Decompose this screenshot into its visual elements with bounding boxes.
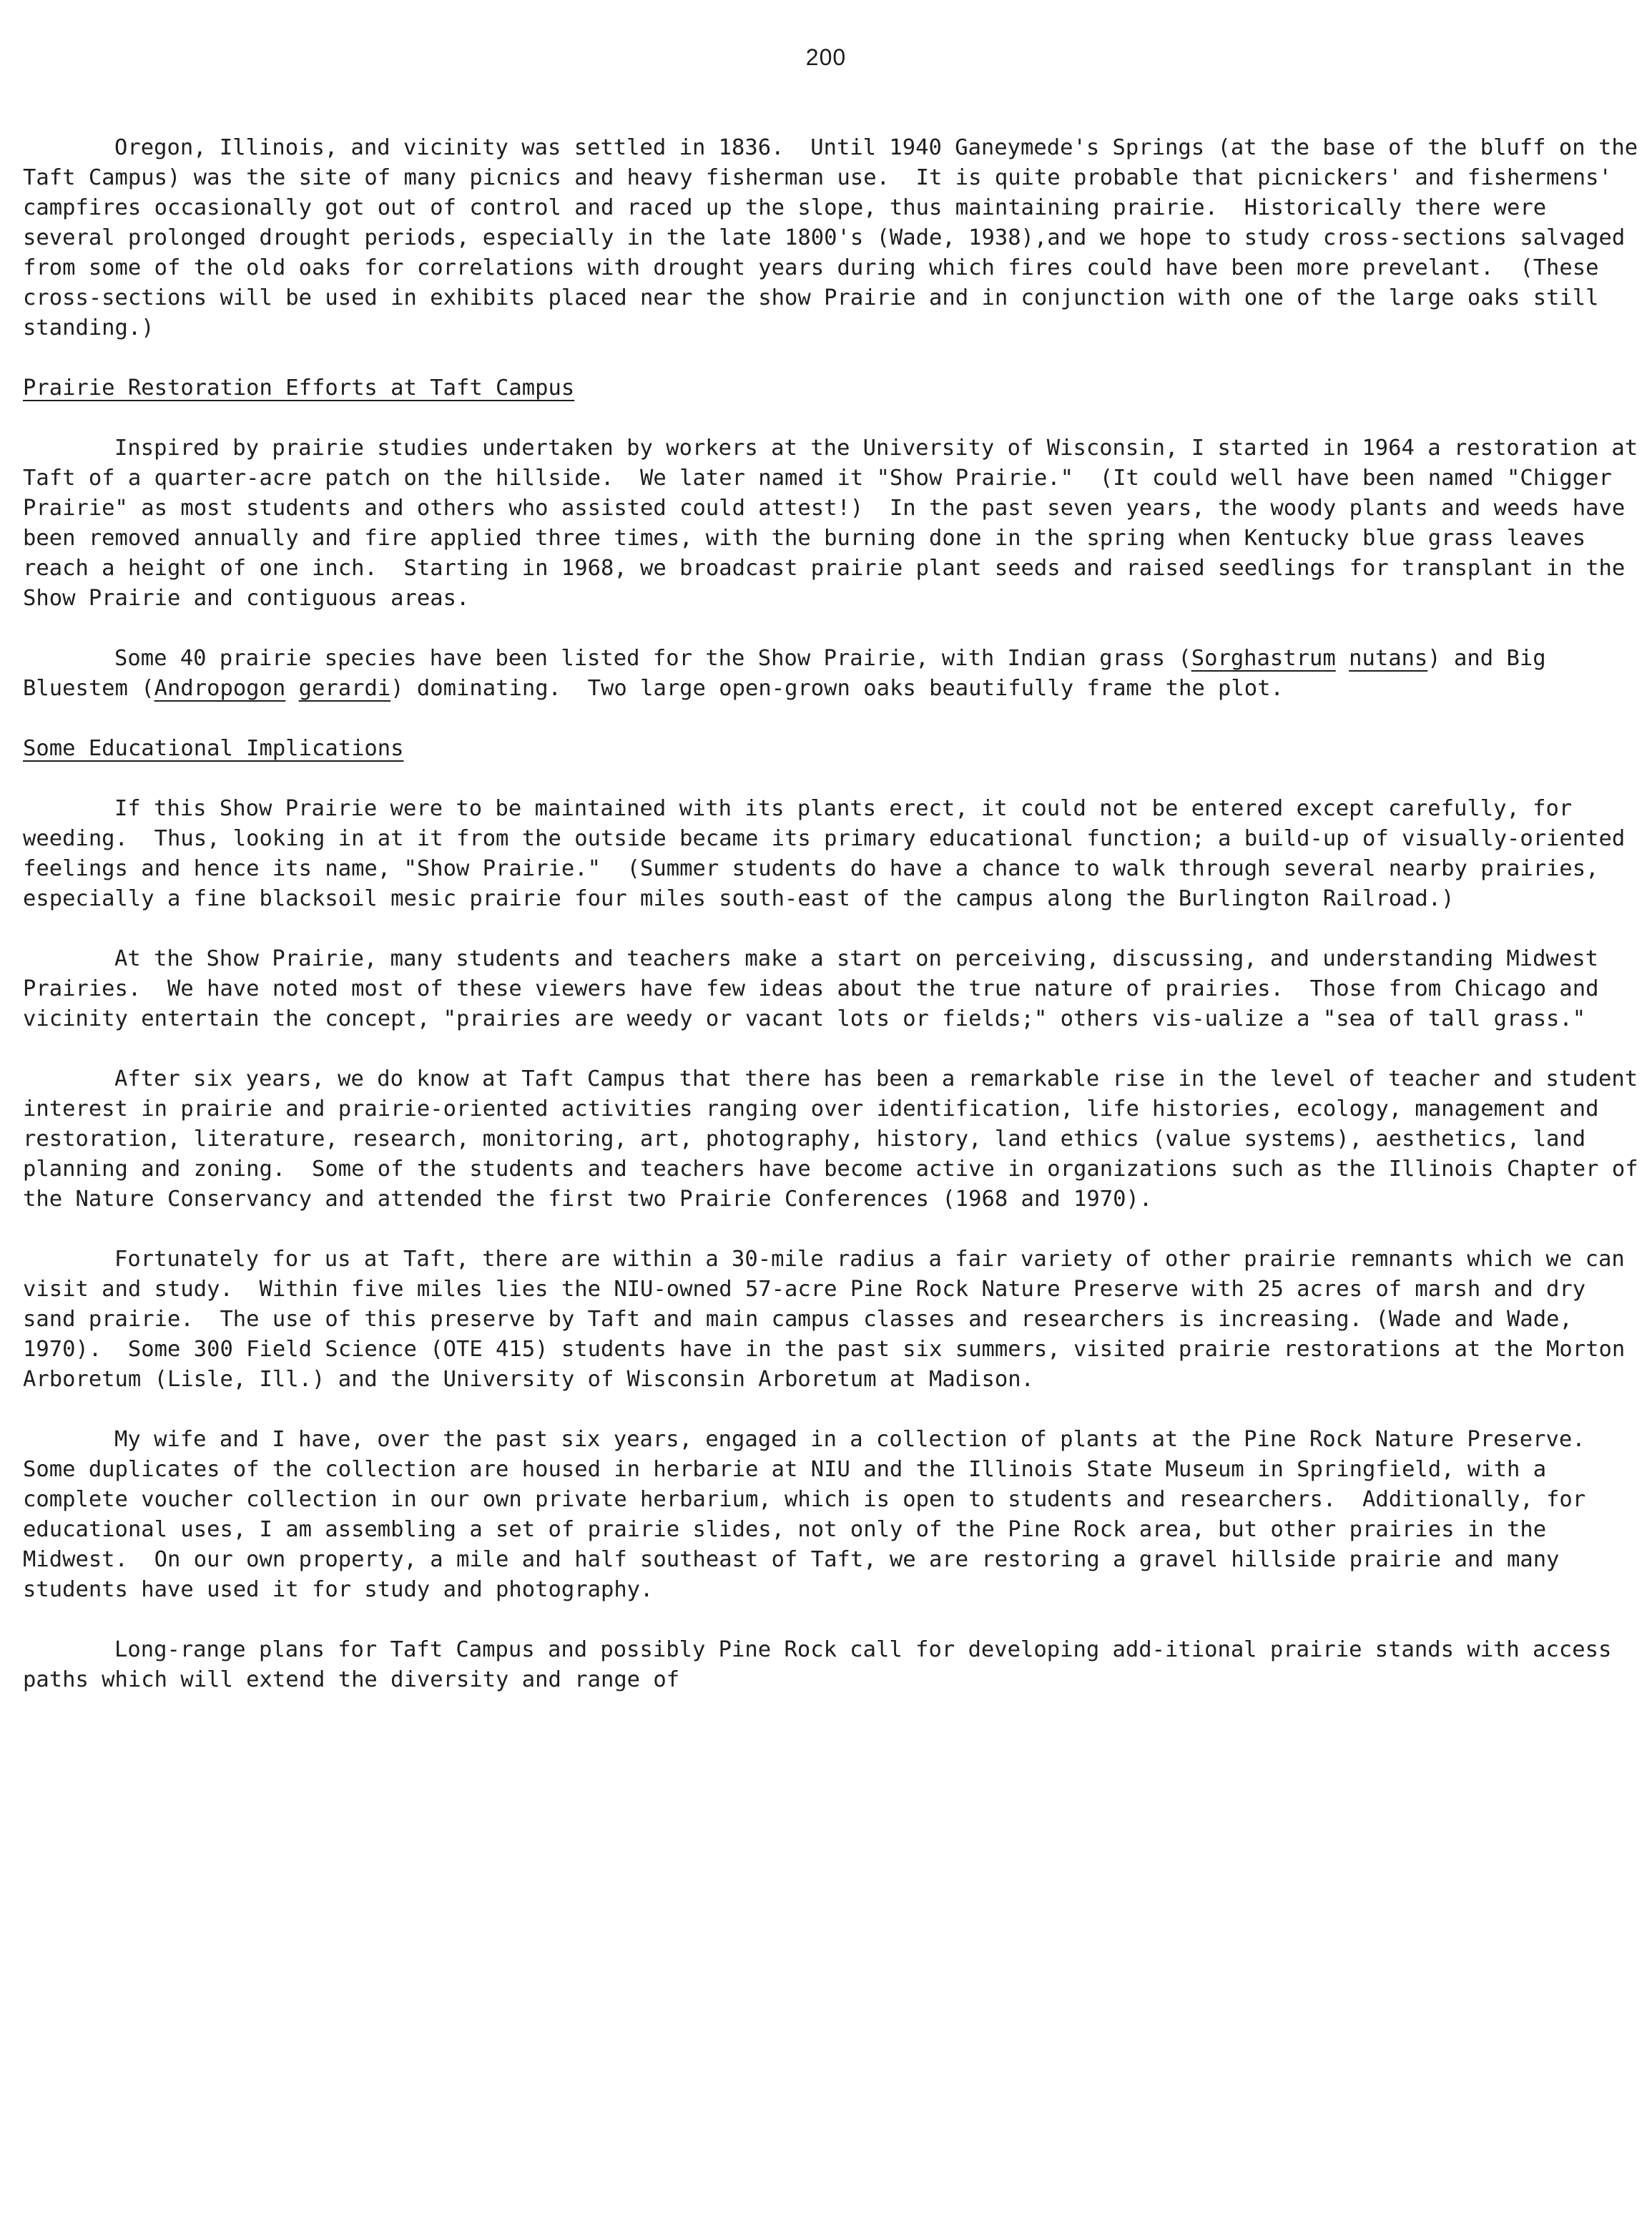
paragraph-settlement-history: Oregon, Illinois, and vicinity was settled in 1836. Until 1940 Ganeymede's Springs (at the base of the bluff on the Taft Campus) was the site of many picnics and heavy fisherman use. It is quite probable that picnickers' and fishermens' campfires occasionally got out of control and raced up the slope, thus maintaining prairie. Historically there were several prolonged drought periods, especially in the late 1800's (Wade, 1938),and we hope to study cross-sections salvaged from some of the old oaks for correlations with drought years during which fires could have been more prevelant. (These cross-sections will be used in exhibits placed near the show Prairie and in conjunction with one of the large oaks still standing.)	[23, 135, 1651, 340]
species-text-1: Some 40 prairie species have been listed for the Show Prairie, with Indian grass (	[114, 646, 1191, 671]
paragraph-show-prairie-origin: Inspired by prairie studies undertaken by workers at the University of Wisconsin, I started in 1964 a restoration at Taft of a quarter-acre patch on the hillside. We later named it "Show Prairie." (It could well have been named "Chigger Prairie" as most students and others who assisted could attest!) In the past seven years, the woody plants and weeds have been removed annually and fire applied three times, with the burning done in the spring when Kentucky blue grass leaves reach a height of one inch. Starting in 1968, we broadcast prairie plant seeds and raised seedlings for transplant in the Show Prairie and contiguous areas.	[23, 436, 1651, 611]
paragraph-prairie-species	[23, 644, 1646, 704]
page-number: 200	[805, 44, 847, 70]
paragraph-nearby-remnants: Fortunately for us at Taft, there are within a 30-mile radius a fair variety of other prairie remnants which we can visit and study. Within five miles lies the NIU-owned 57-acre Pine Rock Nature Preserve with 25 acres of marsh and dry sand prairie. The use of this preserve by Taft and main campus classes and researchers is increasing. (Wade and Wade, 1970). Some 300 Field Science (OTE 415) students have in the past six summers, visited prairie restorations at the Morton Arboretum (Lisle, Ill.) and the University of Wisconsin Arboretum at Madison.	[23, 1247, 1638, 1392]
species-text-2: ) and Big Bluestem (	[23, 646, 1559, 701]
paragraph-viewing-function: If this Show Prairie were to be maintained with its plants erect, it could not be entered except carefully, for weeding. Thus, looking in at it from the outside became its primary educational function; a build-up of visually-oriented feelings and hence its name, "Show Prairie." (Summer students do have a chance to walk through several nearby prairies, especially a fine blacksoil mesic prairie four miles south-east of the campus along the Burlington Railroad.)	[23, 796, 1638, 911]
paragraph-interest-rise: After six years, we do know at Taft Campus that there has been a remarkable rise in the level of teacher and student interest in prairie and prairie-oriented activities ranging over identification, life histories, ecology, management and restoration, literature, research, monitoring, art, photography, history, land ethics (value systems), aesthetics, land planning and zoning. Some of the students and teachers have become active in organizations such as the Illinois Chapter of the Nature Conservancy and attended the first two Prairie Conferences (1968 and 1970).	[23, 1066, 1651, 1212]
paragraph-perceptions: At the Show Prairie, many students and teachers make a start on perceiving, discussing, and understanding Midwest Prairies. We have noted most of these viewers have few ideas about the true nature of prairies. Those from Chicago and vicinity entertain the concept, "prairies are weedy or vacant lots or fields;" others vis-ualize a "sea of tall grass."	[23, 946, 1612, 1031]
species-text-3: ) dominating. Two large open-grown oaks beautifully frame the plot.	[390, 676, 1284, 701]
section-heading-educational-implications: Some Educational Implications	[23, 736, 404, 761]
species-nutans: nutans	[1349, 646, 1428, 671]
body-text	[23, 133, 1651, 1695]
paragraph-plant-collection: My wife and I have, over the past six years, engaged in a collection of plants at the Pine Rock Nature Preserve. Some duplicates of the collection are housed in herbarie at NIU and the Illinois State Museum in Springfield, with a complete voucher collection in our own private herbarium, which is open to students and researchers. Additionally, for educational uses, I am assembling a set of prairie slides, not only of the Pine Rock area, but other prairies in the Midwest. On our own property, a mile and half southeast of Taft, we are restoring a gravel hillside prairie and many students have used it for study and photography.	[23, 1427, 1612, 1602]
genus-andropogon: Andropogon	[154, 676, 286, 701]
section-heading-prairie-restoration: Prairie Restoration Efforts at Taft Campus	[23, 376, 575, 401]
paragraph-long-range-plans: Long-range plans for Taft Campus and possibly Pine Rock call for developing add-itional prairie stands with access paths which will extend the diversity and range of	[23, 1637, 1625, 1692]
species-gerardi: gerardi	[298, 676, 391, 701]
genus-sorghastrum: Sorghastrum	[1191, 646, 1336, 671]
